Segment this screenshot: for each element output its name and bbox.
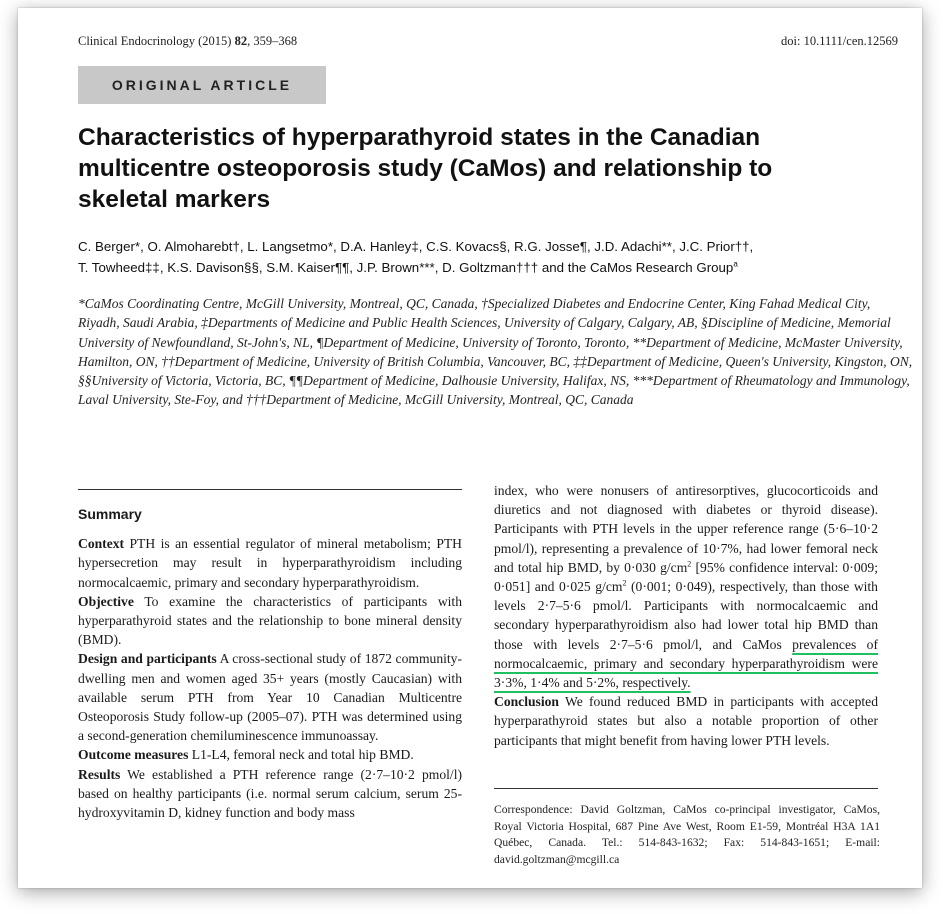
authors-line-1: C. Berger*, O. Almoharebt†, L. Langsetmo*, D.A. Hanley‡, C.S. Kovacs§, R.G. Josse¶, J.D. Adachi**, J.C. Prior††,: [78, 239, 754, 254]
highlighted-prevalence-text[interactable]: prevalences of normocalcaemic, primary and secondary hyperparathyroidism were 3·3%, 1·4% and 5·2%, respectively.: [494, 636, 879, 691]
design-section: Design and participants A cross-sectional study of 1872 community-dwelling men and women aged 35+ years (mostly Caucasian) with available serum PTH from Year 10 Canadian Multicentre Osteoporosis Study follow-up (2005–07). PTH was determined using a second-generation chemiluminescence immunoassay.: [78, 651, 463, 744]
correspondence-divider: [494, 788, 878, 789]
authors-superscript: a: [733, 259, 738, 269]
conclusion-section: Conclusion We found reduced BMD in participants with accepted hyperparathyroid states but also a notable proportion of other participants that might benefit from having lower PTH levels.: [494, 694, 878, 748]
outcome-section: Outcome measures L1-L4, femoral neck and total hip BMD.: [78, 747, 414, 763]
affiliations: *CaMos Coordinating Centre, McGill University, Montreal, QC, Canada, †Specialized Diabetes and Endocrine Center, King Fahad Medical City, Riyadh, Saudi Arabia, ‡Departments of Medicine and Public Health Sciences, University of Calgary, Calgary, AB, §Discipline of Medicine, Memorial University of Newfoundland, St-John's, NL, ¶Department of Medicine, University of Toronto, Toronto, **Department of Medicine, McMaster University, Hamilton, ON, ††Department of Medicine, University of British Columbia, Vancouver, BC, ‡‡Department of Medicine, Queen's University, Kingston, ON, §§University of Victoria, Victoria, BC, ¶¶Department of Medicine, Dalhousie University, Halifax, NS, ***Department of Rheumatology and Immunology, Laval University, Ste-Foy, and †††Department of Medicine, McGill University, Montreal, QC, Canada: [78, 296, 913, 408]
authors-line-2: T. Towheed‡‡, K.S. Davison§§, S.M. Kaiser¶¶, J.P. Brown***, D. Goltzman††† and the CaMos Research Group$^a$: [78, 259, 738, 275]
objective-section: Objective To examine the characteristics of participants with hyperparathyroid states and the relationship to bone mineral density (BMD).: [78, 593, 462, 648]
conclusion-label: Conclusion: [494, 694, 559, 710]
article-page: [18, 8, 922, 888]
context-label: Context: [78, 536, 125, 552]
author-list: [78, 236, 908, 278]
running-header-journal: Clinical Endocrinology (2015) 82, 359–368: [78, 34, 298, 48]
page-range: , 359–368: [247, 34, 298, 48]
running-header-doi[interactable]: doi: 10.1111/cen.12569: [781, 34, 898, 48]
volume-number: 82: [234, 34, 248, 48]
summary-heading: Summary: [78, 506, 142, 522]
results-section: Results We established a PTH reference range (2·7–10·2 pmol/l) based on healthy participants (i.e. normal serum calcium, serum 25-hydroxyvitamin D, kidney function and body mass: [78, 766, 462, 821]
outcome-label: Outcome measures: [78, 747, 189, 763]
objective-label: Objective: [78, 593, 134, 609]
article-title: Characteristics of hyperparathyroid states in the Canadian multicentre osteoporosis study (CaMos) and relationship to skeletal markers: [78, 124, 773, 213]
design-label: Design and participants: [78, 651, 217, 667]
results-continued: index, who were nonusers of antiresorptives, glucocorticoids and diuretics and not diagnosed with diabetes or thyroid disease). Participants with PTH levels in the upper reference range (5·6–10·2 pmol/l), representing a prevalence of 10·7%, had lower femoral neck and total hip BMD, by 0·030 $g/cm^2$ [95% confidence interval: 0·009; 0·051] and 0·025 $g/cm^2$ (0·001; 0·049), respectively, than those with levels 2·7–5·6 pmol/l. Participants with normocalcaemic and secondary hyperparathyroidism also had lower total hip BMD than those with levels 2·7–5·6 pmol/l, and CaMos prevalences of normocalcaemic, primary and secondary hyperparathyroidism were 3·3%, 1·4% and 5·2%, respectively.: [494, 483, 879, 691]
results-label: Results: [78, 766, 121, 782]
summary-divider: [78, 489, 462, 490]
summary-column-left: [78, 505, 462, 822]
correspondence-note: Correspondence: David Goltzman, CaMos co-principal investigator, CaMos, Royal Victoria Hospital, 687 Pine Ave West, Room E1-59, Montréal H3A 1A1 Québec, Canada. Tel.: 514-843-1632; Fax: 514-843-1651; E-mail: david.goltzman@mcgill.ca: [494, 803, 880, 866]
summary-column-right: [494, 481, 878, 750]
context-section: Context PTH is an essential regulator of mineral metabolism; PTH hypersecretion may result in hyperparathyroidism including normocalcaemic, primary and secondary hyperparathyroidism.: [78, 536, 462, 590]
article-type-banner: ORIGINAL ARTICLE: [78, 66, 326, 104]
